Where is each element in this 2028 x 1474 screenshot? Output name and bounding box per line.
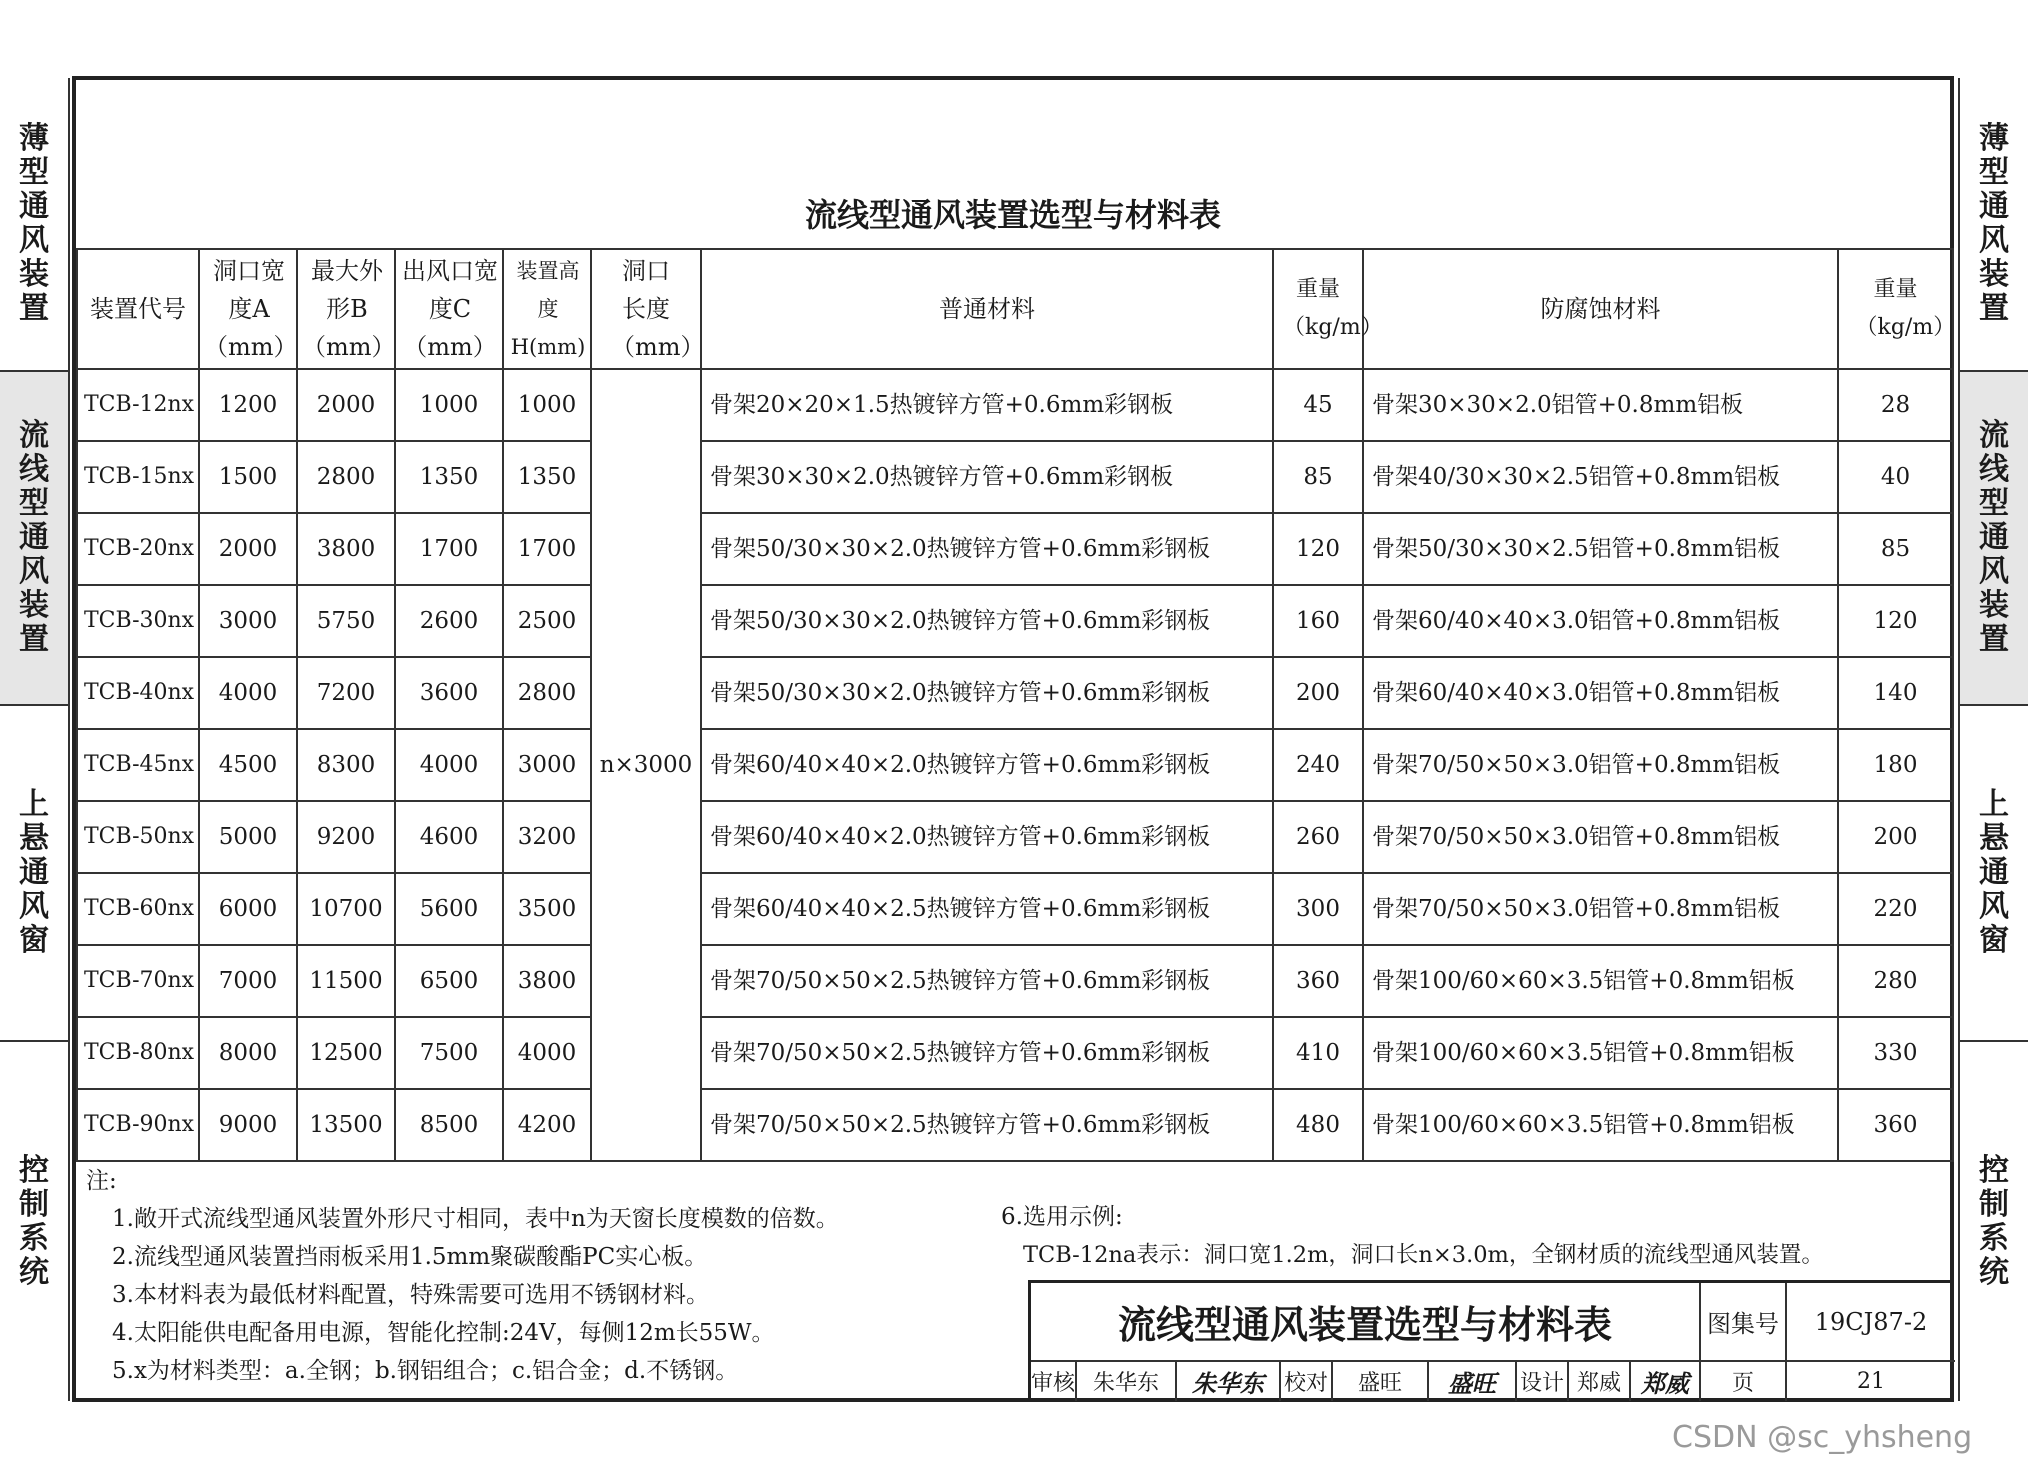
cell-anti: 骨架100/60×60×3.5铝管+0.8mm铝板 bbox=[1363, 1017, 1838, 1089]
cell-w2: 85 bbox=[1838, 513, 1953, 585]
notes-label: 注: bbox=[86, 1168, 117, 1194]
cell-code: TCB-12nx bbox=[77, 369, 199, 441]
left-category-tabs bbox=[0, 78, 70, 1401]
tab-streamline-vent-right[interactable]: 流线型通风装置 bbox=[1960, 372, 2028, 706]
cell-normal: 骨架70/50×50×2.5热镀锌方管+0.6mm彩钢板 bbox=[701, 945, 1273, 1017]
header-a: 洞口宽度A（mm） bbox=[199, 249, 297, 369]
cell-anti: 骨架70/50×50×3.0铝管+0.8mm铝板 bbox=[1363, 873, 1838, 945]
cell-w1: 200 bbox=[1273, 657, 1363, 729]
cell-c: 1700 bbox=[395, 513, 503, 585]
cell-a: 7000 bbox=[199, 945, 297, 1017]
example-text: TCB-12na表示：洞口宽1.2m，洞口长n×3.0m，全钢材质的流线型通风装置。 bbox=[1023, 1242, 1824, 1268]
watermark: CSDN @sc_yhsheng bbox=[1672, 1420, 1973, 1455]
cell-w2: 180 bbox=[1838, 729, 1953, 801]
cell-b: 3800 bbox=[297, 513, 395, 585]
table-row bbox=[77, 873, 1953, 945]
cell-code: TCB-45nx bbox=[77, 729, 199, 801]
cell-w1: 260 bbox=[1273, 801, 1363, 873]
table-row bbox=[77, 729, 1953, 801]
cell-normal: 骨架20×20×1.5热镀锌方管+0.6mm彩钢板 bbox=[701, 369, 1273, 441]
check-name: 盛旺 bbox=[1333, 1362, 1429, 1401]
cell-h: 3200 bbox=[503, 801, 591, 873]
cell-code: TCB-60nx bbox=[77, 873, 199, 945]
cell-c: 1000 bbox=[395, 369, 503, 441]
table-row bbox=[77, 945, 1953, 1017]
check-label: 校对 bbox=[1281, 1362, 1333, 1401]
table-row bbox=[77, 657, 1953, 729]
cell-w2: 330 bbox=[1838, 1017, 1953, 1089]
page-number: 21 bbox=[1857, 1369, 1885, 1394]
note-item: 4.太阳能供电配备用电源，智能化控制:24V，每侧12m长55W。 bbox=[112, 1320, 775, 1346]
design-label: 设计 bbox=[1517, 1362, 1569, 1401]
tab-streamline-vent[interactable]: 流线型通风装置 bbox=[0, 372, 68, 706]
cell-c: 1350 bbox=[395, 441, 503, 513]
header-normal: 普通材料 bbox=[701, 249, 1273, 369]
cell-w2: 200 bbox=[1838, 801, 1953, 873]
header-l: 洞口长度（mm） bbox=[591, 249, 701, 369]
cell-a: 9000 bbox=[199, 1089, 297, 1161]
review-signature: 朱华东 bbox=[1177, 1362, 1281, 1401]
table-row bbox=[77, 801, 1953, 873]
page-label: 页 bbox=[1701, 1362, 1787, 1401]
page-title: 流线型通风装置选型与材料表 bbox=[804, 196, 1221, 234]
cell-h: 2800 bbox=[503, 657, 591, 729]
cell-normal: 骨架50/30×30×2.0热镀锌方管+0.6mm彩钢板 bbox=[701, 585, 1273, 657]
cell-h: 3000 bbox=[503, 729, 591, 801]
cell-normal: 骨架60/40×40×2.0热镀锌方管+0.6mm彩钢板 bbox=[701, 729, 1273, 801]
cell-b: 2800 bbox=[297, 441, 395, 513]
cell-anti: 骨架70/50×50×3.0铝管+0.8mm铝板 bbox=[1363, 801, 1838, 873]
note-item: 5.x为材料类型：a.全钢；b.钢铝组合；c.铝合金；d.不锈钢。 bbox=[112, 1358, 739, 1384]
cell-a: 6000 bbox=[199, 873, 297, 945]
cell-b: 12500 bbox=[297, 1017, 395, 1089]
cell-c: 2600 bbox=[395, 585, 503, 657]
tab-control-system[interactable]: 控制系统 bbox=[19, 1152, 49, 1290]
cell-w1: 160 bbox=[1273, 585, 1363, 657]
tab-control-system-right[interactable]: 控制系统 bbox=[1979, 1152, 2009, 1290]
table-row bbox=[77, 1089, 1953, 1161]
cell-a: 1200 bbox=[199, 369, 297, 441]
cell-c: 6500 bbox=[395, 945, 503, 1017]
cell-code: TCB-50nx bbox=[77, 801, 199, 873]
table-row bbox=[77, 585, 1953, 657]
cell-w1: 300 bbox=[1273, 873, 1363, 945]
cell-a: 3000 bbox=[199, 585, 297, 657]
title-block bbox=[1028, 1280, 1952, 1398]
table-body bbox=[77, 369, 1953, 1161]
right-category-tabs bbox=[1958, 78, 2028, 1401]
header-w2: 重量（kg/m） bbox=[1838, 249, 1953, 369]
cell-anti: 骨架30×30×2.0铝管+0.8mm铝板 bbox=[1363, 369, 1838, 441]
cell-normal: 骨架70/50×50×2.5热镀锌方管+0.6mm彩钢板 bbox=[701, 1089, 1273, 1161]
cell-b: 7200 bbox=[297, 657, 395, 729]
cell-w1: 240 bbox=[1273, 729, 1363, 801]
cell-h: 1350 bbox=[503, 441, 591, 513]
cell-h: 1000 bbox=[503, 369, 591, 441]
header-c: 出风口宽度C（mm） bbox=[395, 249, 503, 369]
cell-h: 4000 bbox=[503, 1017, 591, 1089]
cell-a: 2000 bbox=[199, 513, 297, 585]
cell-code: TCB-70nx bbox=[77, 945, 199, 1017]
atlas-number: 19CJ87-2 bbox=[1787, 1283, 1955, 1362]
cell-normal: 骨架50/30×30×2.0热镀锌方管+0.6mm彩钢板 bbox=[701, 657, 1273, 729]
cell-b: 13500 bbox=[297, 1089, 395, 1161]
cell-normal: 骨架50/30×30×2.0热镀锌方管+0.6mm彩钢板 bbox=[701, 513, 1273, 585]
drawing-frame bbox=[72, 76, 1954, 1402]
selection-table bbox=[76, 248, 1954, 1162]
cell-h: 3500 bbox=[503, 873, 591, 945]
table-row bbox=[77, 441, 1953, 513]
cell-anti: 骨架60/40×40×3.0铝管+0.8mm铝板 bbox=[1363, 585, 1838, 657]
cell-b: 11500 bbox=[297, 945, 395, 1017]
check-signature: 盛旺 bbox=[1429, 1362, 1517, 1401]
table-header-row bbox=[77, 249, 1953, 369]
design-signature: 郑威 bbox=[1631, 1362, 1701, 1401]
cell-a: 4500 bbox=[199, 729, 297, 801]
cell-c: 4000 bbox=[395, 729, 503, 801]
header-h: 装置高度H(mm) bbox=[503, 249, 591, 369]
example-title: 6.选用示例: bbox=[1001, 1204, 1123, 1230]
cell-anti: 骨架70/50×50×3.0铝管+0.8mm铝板 bbox=[1363, 729, 1838, 801]
cell-w2: 280 bbox=[1838, 945, 1953, 1017]
header-code: 装置代号 bbox=[77, 249, 199, 369]
cell-code: TCB-80nx bbox=[77, 1017, 199, 1089]
cell-a: 1500 bbox=[199, 441, 297, 513]
cell-b: 10700 bbox=[297, 873, 395, 945]
note-item: 3.本材料表为最低材料配置，特殊需要可选用不锈钢材料。 bbox=[112, 1282, 709, 1308]
cell-normal: 骨架60/40×40×2.5热镀锌方管+0.6mm彩钢板 bbox=[701, 873, 1273, 945]
cell-a: 5000 bbox=[199, 801, 297, 873]
cell-code: TCB-30nx bbox=[77, 585, 199, 657]
table-row bbox=[77, 369, 1953, 441]
cell-w2: 40 bbox=[1838, 441, 1953, 513]
cell-h: 4200 bbox=[503, 1089, 591, 1161]
cell-w1: 85 bbox=[1273, 441, 1363, 513]
cell-b: 5750 bbox=[297, 585, 395, 657]
cell-a: 8000 bbox=[199, 1017, 297, 1089]
cell-w2: 120 bbox=[1838, 585, 1953, 657]
cell-c: 8500 bbox=[395, 1089, 503, 1161]
cell-w1: 45 bbox=[1273, 369, 1363, 441]
cell-normal: 骨架30×30×2.0热镀锌方管+0.6mm彩钢板 bbox=[701, 441, 1273, 513]
header-anti: 防腐蚀材料 bbox=[1363, 249, 1838, 369]
cell-h: 2500 bbox=[503, 585, 591, 657]
design-name: 郑威 bbox=[1569, 1362, 1631, 1401]
cell-anti: 骨架100/60×60×3.5铝管+0.8mm铝板 bbox=[1363, 1089, 1838, 1161]
cell-code: TCB-15nx bbox=[77, 441, 199, 513]
cell-w1: 360 bbox=[1273, 945, 1363, 1017]
cell-c: 5600 bbox=[395, 873, 503, 945]
tab-thin-vent-right[interactable]: 薄型通风装置 bbox=[1960, 78, 2028, 372]
cell-w2: 220 bbox=[1838, 873, 1953, 945]
cell-h: 3800 bbox=[503, 945, 591, 1017]
notes bbox=[86, 1162, 1046, 1390]
table-row bbox=[77, 1017, 1953, 1089]
cell-anti: 骨架40/30×30×2.5铝管+0.8mm铝板 bbox=[1363, 441, 1838, 513]
cell-w1: 480 bbox=[1273, 1089, 1363, 1161]
cell-code: TCB-40nx bbox=[77, 657, 199, 729]
selection-example bbox=[1001, 1198, 1961, 1274]
cell-code: TCB-90nx bbox=[77, 1089, 199, 1161]
review-name: 朱华东 bbox=[1077, 1362, 1177, 1401]
cell-a: 4000 bbox=[199, 657, 297, 729]
cell-b: 8300 bbox=[297, 729, 395, 801]
table-row bbox=[77, 513, 1953, 585]
cell-c: 3600 bbox=[395, 657, 503, 729]
cell-length-merged: n×3000 bbox=[591, 369, 701, 1161]
cell-b: 9200 bbox=[297, 801, 395, 873]
cell-code: TCB-20nx bbox=[77, 513, 199, 585]
cell-anti: 骨架50/30×30×2.5铝管+0.8mm铝板 bbox=[1363, 513, 1838, 585]
cell-b: 2000 bbox=[297, 369, 395, 441]
cell-w1: 410 bbox=[1273, 1017, 1363, 1089]
header-b: 最大外形B（mm） bbox=[297, 249, 395, 369]
cell-anti: 骨架100/60×60×3.5铝管+0.8mm铝板 bbox=[1363, 945, 1838, 1017]
tab-thin-vent[interactable]: 薄型通风装置 bbox=[0, 78, 68, 372]
cell-w1: 120 bbox=[1273, 513, 1363, 585]
atlas-label: 图集号 bbox=[1701, 1283, 1787, 1362]
tab-top-hung-window[interactable]: 上悬通风窗 bbox=[0, 706, 68, 1042]
cell-normal: 骨架60/40×40×2.0热镀锌方管+0.6mm彩钢板 bbox=[701, 801, 1273, 873]
header-w1: 重量（kg/m） bbox=[1273, 249, 1363, 369]
note-item: 1.敞开式流线型通风装置外形尺寸相同，表中n为天窗长度模数的倍数。 bbox=[112, 1206, 839, 1232]
cell-c: 7500 bbox=[395, 1017, 503, 1089]
cell-c: 4600 bbox=[395, 801, 503, 873]
cell-w2: 28 bbox=[1838, 369, 1953, 441]
note-item: 2.流线型通风装置挡雨板采用1.5mm聚碳酸酯PC实心板。 bbox=[112, 1244, 708, 1270]
cell-anti: 骨架60/40×40×3.0铝管+0.8mm铝板 bbox=[1363, 657, 1838, 729]
review-label: 审核 bbox=[1031, 1362, 1077, 1401]
cell-normal: 骨架70/50×50×2.5热镀锌方管+0.6mm彩钢板 bbox=[701, 1017, 1273, 1089]
title-block-title: 流线型通风装置选型与材料表 bbox=[1031, 1283, 1701, 1362]
tab-top-hung-window-right[interactable]: 上悬通风窗 bbox=[1960, 706, 2028, 1042]
cell-h: 1700 bbox=[503, 513, 591, 585]
cell-w2: 360 bbox=[1838, 1089, 1953, 1161]
cell-w2: 140 bbox=[1838, 657, 1953, 729]
